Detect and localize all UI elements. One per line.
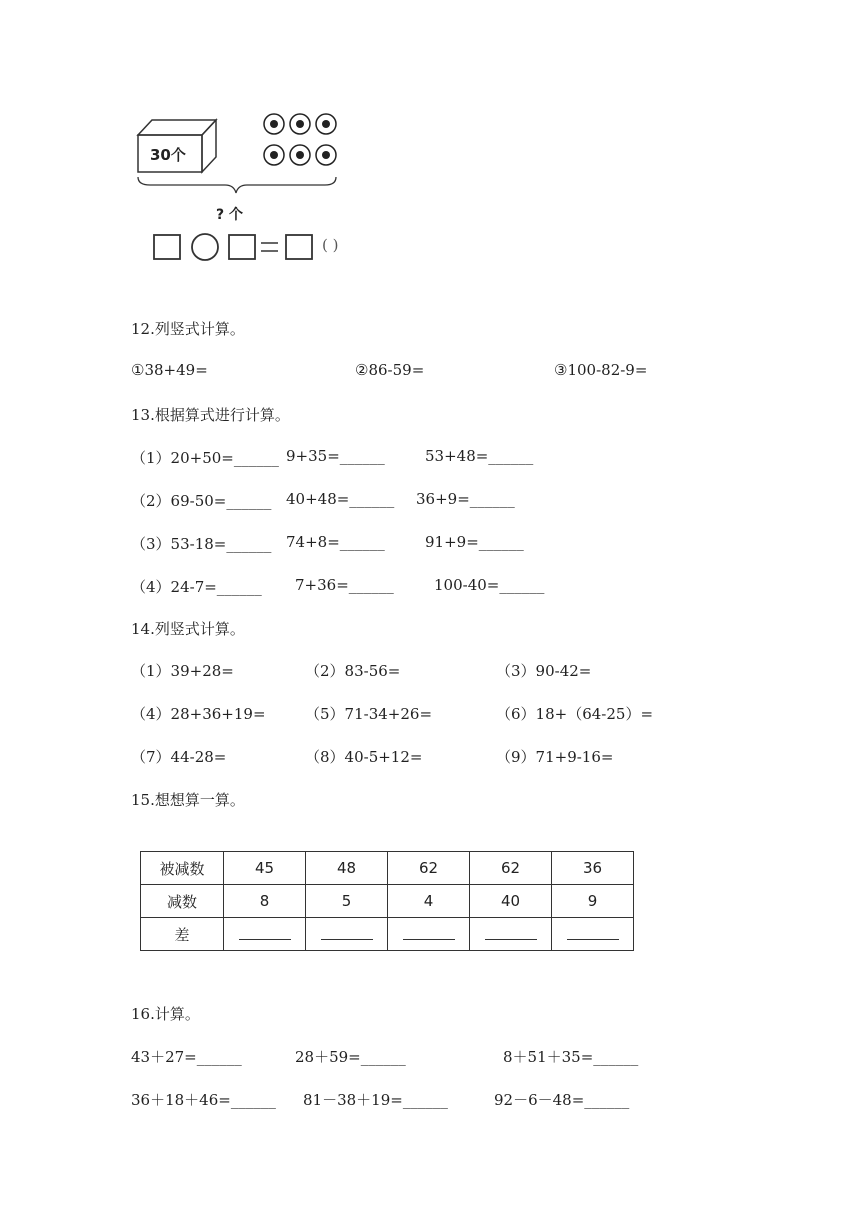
minuend-cell: 36 <box>552 852 634 885</box>
q13-row2-c: 36+9=______ <box>416 490 515 508</box>
difference-blank[interactable] <box>470 918 552 951</box>
table-row <box>141 918 634 951</box>
q14-row3-c: （9）71+9-16= <box>496 748 614 766</box>
difference-blank[interactable] <box>388 918 470 951</box>
row-label-difference: 差 <box>141 918 224 951</box>
q13-row2-a: （2）69-50=______ <box>131 492 272 510</box>
q12-item-1: ①38+49= <box>131 361 208 379</box>
q13-row2-b: 40+48=______ <box>286 490 395 508</box>
q14-row3-b: （8）40-5+12= <box>305 748 423 766</box>
q13-row4-a: （4）24-7=______ <box>131 578 262 596</box>
difference-blank[interactable] <box>552 918 634 951</box>
q14-title: 14.列竖式计算。 <box>131 620 245 638</box>
q16-title: 16.计算。 <box>131 1005 200 1023</box>
q12-item-2: ②86-59= <box>355 361 425 379</box>
problem-figure <box>130 105 390 275</box>
subtrahend-cell: 40 <box>470 885 552 918</box>
table-row <box>141 885 634 918</box>
q14-row2-c: （6）18+（64-25）= <box>496 705 654 723</box>
minuend-cell: 62 <box>470 852 552 885</box>
answer-parentheses: ( ) <box>322 236 339 254</box>
q14-row2-b: （5）71-34+26= <box>305 705 433 723</box>
minuend-cell: 62 <box>388 852 470 885</box>
q12-title: 12.列竖式计算。 <box>131 320 245 338</box>
q13-row1-b: 9+35=______ <box>286 447 385 465</box>
subtrahend-cell: 8 <box>224 885 306 918</box>
difference-blank[interactable] <box>306 918 388 951</box>
q14-row2-a: （4）28+36+19= <box>131 705 266 723</box>
box-label: 30个 <box>150 146 186 164</box>
q16-row1-a: 43＋27=______ <box>131 1048 242 1066</box>
q12-item-3: ③100-82-9= <box>554 361 648 379</box>
box-balls-illustration <box>130 105 390 275</box>
q16-row1-c: 8＋51＋35=______ <box>503 1048 639 1066</box>
subtrahend-cell: 4 <box>388 885 470 918</box>
q14-row3-a: （7）44-28= <box>131 748 227 766</box>
row-label-subtrahend: 减数 <box>141 885 224 918</box>
q14-row1-c: （3）90-42= <box>496 662 592 680</box>
q16-row2-c: 92－6－48=______ <box>494 1091 630 1109</box>
q16-row2-a: 36＋18＋46=______ <box>131 1091 276 1109</box>
q13-row4-b: 7+36=______ <box>295 576 394 594</box>
q13-row4-c: 100-40=______ <box>434 576 545 594</box>
q14-row1-b: （2）83-56= <box>305 662 401 680</box>
table-row <box>141 852 634 885</box>
minuend-cell: 48 <box>306 852 388 885</box>
minuend-cell: 45 <box>224 852 306 885</box>
q13-title: 13.根据算式进行计算。 <box>131 406 290 424</box>
q15-title: 15.想想算一算。 <box>131 791 245 809</box>
soccer-ball-icons <box>264 114 336 165</box>
q13-row3-c: 91+9=______ <box>425 533 524 551</box>
q16-row1-b: 28＋59=______ <box>295 1048 406 1066</box>
q13-row1-c: 53+48=______ <box>425 447 534 465</box>
q13-row3-a: （3）53-18=______ <box>131 535 272 553</box>
brace-label: ? 个 <box>216 207 243 223</box>
q13-row1-a: （1）20+50=______ <box>131 449 279 467</box>
subtrahend-cell: 5 <box>306 885 388 918</box>
subtrahend-cell: 9 <box>552 885 634 918</box>
subtraction-table <box>140 851 634 951</box>
q13-row3-b: 74+8=______ <box>286 533 385 551</box>
q16-row2-b: 81－38＋19=______ <box>303 1091 448 1109</box>
row-label-minuend: 被减数 <box>141 852 224 885</box>
q14-row1-a: （1）39+28= <box>131 662 234 680</box>
difference-blank[interactable] <box>224 918 306 951</box>
